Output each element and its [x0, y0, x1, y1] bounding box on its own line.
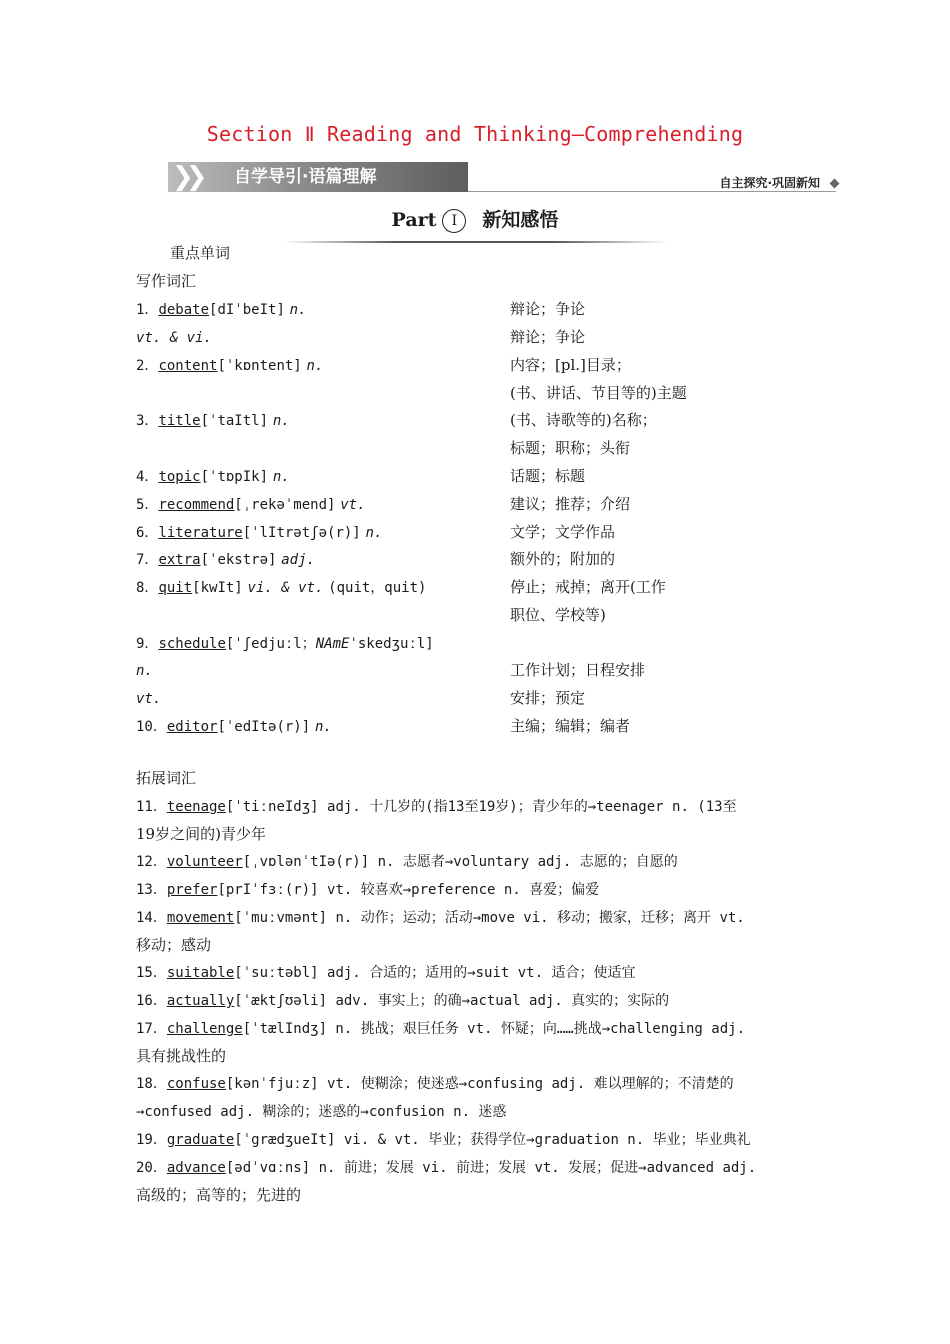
vocab-entry-10: 10．editor[ˈedItə(r)] n.: [136, 719, 332, 735]
ext-entry-14: 14．movement[ˈmuːvmənt] n. 动作；运动；活动→move vi. 移动；搬家，迁移；离开 vt.: [136, 910, 745, 926]
vocab-pos-9vt: vt.: [136, 691, 162, 707]
vocab-meaning-9vt: 安排；预定: [510, 689, 586, 707]
vocab-pos-1b: vt. & vi.: [136, 330, 212, 346]
ext-entry-18: 18．confuse[kənˈfjuːz] vt. 使糊涂；使迷惑→confusing adj. 难以理解的；不清楚的: [136, 1076, 734, 1092]
ext-entry-11-cont: 19岁之间的)青少年: [136, 825, 266, 843]
vocab-word: editor: [166, 719, 218, 735]
vocab-meaning-10: 主编；编辑；编者: [510, 717, 631, 735]
ext-entry-16: 16．actually[ˈæktʃʊəli] adv. 事实上；的确→actual adj. 真实的；实际的: [136, 993, 670, 1009]
vocab-meaning-8: 停止；戒掉；离开(工作: [510, 578, 666, 596]
vocab-meaning-4: 话题；标题: [510, 467, 586, 485]
diamond-icon: [830, 179, 840, 189]
vocab-entry-4: 4．topic[ˈtɒpIk] n.: [136, 469, 290, 485]
part-label: Part: [391, 209, 437, 231]
vocab-meaning-3b: 标题；职称；头衔: [510, 439, 631, 457]
banner-title: 自学导引·语篇理解: [234, 167, 377, 187]
part-number-badge: Ⅰ: [442, 209, 466, 233]
vocab-word: content: [158, 358, 218, 374]
ext-word: prefer: [166, 882, 218, 898]
vocab-meaning-6: 文学；文学作品: [510, 523, 616, 541]
vocab-entry-3: 3．title[ˈtaItl] n.: [136, 413, 290, 429]
vocab-meaning-1: 辩论；争论: [510, 300, 586, 318]
vocab-entry-7: 7．extra[ˈekstrə] adj.: [136, 552, 315, 568]
vocab-word: literature: [158, 525, 243, 541]
vocab-word: topic: [158, 469, 201, 485]
vocab-meaning-8b: 职位、学校等): [510, 606, 606, 624]
vocab-meaning-7: 额外的；附加的: [510, 550, 616, 568]
ext-entry-11: 11．teenage[ˈtiːneIdʒ] adj. 十几岁的(指13至19岁)；青少年的→teenager n. (13至: [136, 799, 737, 815]
banner-divider: [468, 191, 836, 192]
ext-entry-19: 19．graduate[ˈgrædʒueIt] vi. & vt. 毕业；获得学位→graduation n. 毕业；毕业典礼: [136, 1132, 751, 1148]
ext-entry-20-cont: 高级的；高等的；先进的: [136, 1186, 302, 1204]
vocab-meaning-2b: (书、讲话、节目等的)主题: [510, 384, 687, 402]
heading-key-words: 重点单词: [170, 244, 231, 262]
banner-tag: 自主探究·巩固新知: [719, 176, 820, 190]
part-underline: [282, 241, 669, 243]
ext-word: suitable: [166, 965, 235, 981]
vocab-entry-6: 6．literature[ˈlItrətʃə(r)] n.: [136, 525, 383, 541]
chevron-right-icon: ❯❯: [172, 162, 200, 192]
ext-word: confuse: [166, 1076, 226, 1092]
vocab-pos-9n: n.: [136, 663, 153, 679]
ext-entry-18-cont: →confused adj. 糊涂的；迷惑的→confusion n. 迷惑: [136, 1104, 507, 1120]
vocab-word: quit: [158, 580, 193, 596]
ext-word: movement: [166, 910, 235, 926]
heading-writing-vocab: 写作词汇: [136, 272, 197, 290]
vocab-meaning-2: 内容；[pl.]目录；: [510, 356, 631, 374]
ext-word: volunteer: [166, 854, 243, 870]
ext-entry-17: 17．challenge[ˈtælIndʒ] n. 挑战；艰巨任务 vt. 怀疑；向……挑战→challenging adj.: [136, 1021, 746, 1037]
ext-word: challenge: [166, 1021, 243, 1037]
vocab-entry-8: 8．quit[kwIt] vi. & vt. (quit，quit): [136, 580, 427, 596]
ext-word: actually: [166, 993, 235, 1009]
ext-entry-17-cont: 具有挑战性的: [136, 1047, 227, 1065]
vocab-meaning-1b: 辩论；争论: [510, 328, 586, 346]
vocab-word: schedule: [158, 636, 226, 652]
vocab-meaning-9n: 工作计划；日程安排: [510, 661, 646, 679]
vocab-meaning-3: (书、诗歌等的)名称；: [510, 411, 657, 429]
vocab-entry-5: 5．recommend[ˌrekəˈmend] vt.: [136, 497, 366, 513]
vocab-word: recommend: [158, 497, 235, 513]
ext-entry-15: 15．suitable[ˈsuːtəbl] adj. 合适的；适用的→suit vt. 适合；使适宜: [136, 965, 636, 981]
vocab-word: extra: [158, 552, 201, 568]
ext-word: graduate: [166, 1132, 235, 1148]
ext-entry-12: 12．volunteer[ˌvɒlənˈtIə(r)] n. 志愿者→voluntary adj. 志愿的；自愿的: [136, 854, 678, 870]
section-banner: [168, 160, 840, 196]
part-header: [0, 205, 950, 243]
vocab-entry-2: 2．content[ˈkɒntent] n.: [136, 358, 324, 374]
vocab-meaning-5: 建议；推荐；介绍: [510, 495, 631, 513]
heading-extension-vocab: 拓展词汇: [136, 769, 197, 787]
ext-entry-20: 20．advance[ədˈvɑːns] n. 前进；发展 vi. 前进；发展 vt. 发展；促进→advanced adj.: [136, 1160, 757, 1176]
vocab-entry-1: 1．debate[dIˈbeIt] n.: [136, 302, 307, 318]
section-title: Section Ⅱ Reading and Thinking—Comprehending: [206, 122, 744, 146]
ext-entry-14-cont: 移动；感动: [136, 936, 212, 954]
ext-entry-13: 13．prefer[prIˈfɜː(r)] vt. 较喜欢→preference n. 喜爱；偏爱: [136, 882, 600, 898]
ext-word: teenage: [166, 799, 226, 815]
vocab-word: debate: [158, 302, 210, 318]
vocab-entry-9: 9．schedule[ˈʃedjuːl；NAmEˈskedʒuːl]: [136, 636, 434, 652]
ext-word: advance: [166, 1160, 226, 1176]
part-title: 新知感悟: [482, 209, 559, 231]
vocab-word: title: [158, 413, 201, 429]
